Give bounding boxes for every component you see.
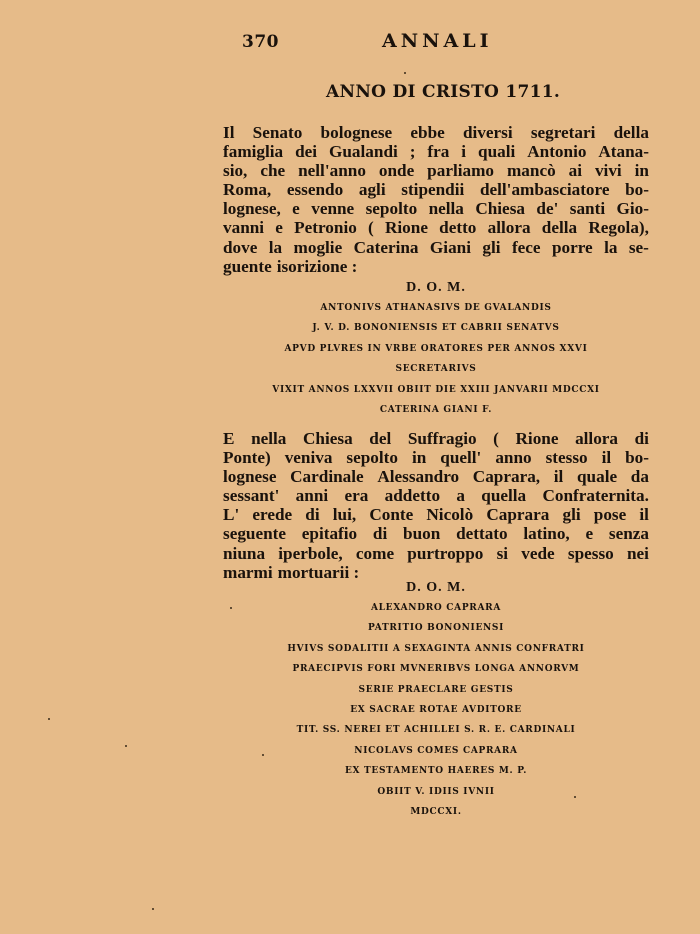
- word: essendo: [286, 180, 344, 200]
- word: stesso: [545, 448, 588, 468]
- word: Rione: [384, 218, 428, 238]
- inscription-line: EX SACRAE ROTAE AVDITORE: [350, 704, 522, 715]
- word: della: [613, 123, 649, 142]
- word: Antonio: [527, 142, 587, 162]
- word: e: [275, 218, 283, 238]
- word: se-: [628, 237, 649, 257]
- paragraph-line: [223, 142, 649, 161]
- word: fra: [427, 142, 450, 162]
- paragraph-line: [223, 544, 649, 563]
- paragraph-line: [223, 448, 649, 467]
- word: il: [601, 448, 612, 468]
- word: anno: [495, 448, 532, 468]
- paragraph-line: [223, 429, 649, 448]
- paragraph-gualandi: [223, 123, 649, 276]
- word: Caprara: [486, 505, 550, 525]
- inscription-line: VIXIT ANNOS LXXVII OBIIT DIE XXIII JANVARII MDCCXI: [272, 384, 600, 395]
- word: dei: [295, 142, 318, 162]
- word: (: [368, 218, 374, 238]
- word: Chiesa: [475, 199, 525, 219]
- word: nella: [251, 429, 287, 448]
- word: vanni: [223, 218, 265, 238]
- print-speck: [48, 718, 50, 720]
- word: della: [541, 218, 578, 238]
- word: lognese: [223, 467, 277, 487]
- word: venne: [311, 199, 355, 219]
- word: in: [411, 448, 427, 468]
- inscription-line: EX TESTAMENTO HAERES M. P.: [344, 766, 528, 777]
- word: sepolto: [365, 199, 418, 219]
- word: allora: [575, 429, 619, 448]
- paragraph-line: [223, 218, 649, 237]
- word: come: [355, 543, 395, 563]
- word: agli: [358, 180, 386, 200]
- word: mortuarii :: [277, 562, 360, 582]
- word: lui,: [332, 505, 357, 525]
- word: segretari: [530, 123, 596, 142]
- word: guente: [223, 256, 272, 276]
- word: Cardinale: [290, 467, 364, 487]
- print-speck: [152, 908, 154, 910]
- word: bo-: [625, 180, 649, 200]
- word: epitafio: [301, 524, 358, 544]
- word: nei: [626, 543, 649, 563]
- paragraph-line: [223, 486, 649, 505]
- word: vivi: [594, 161, 622, 181]
- word: E: [223, 429, 235, 448]
- word: Giani: [429, 237, 471, 257]
- running-head: [0, 30, 700, 54]
- word: (: [493, 429, 499, 448]
- word: niuna: [223, 543, 266, 563]
- paragraph-line: [223, 238, 649, 257]
- paragraph-line: [223, 524, 649, 543]
- word: Caterina: [353, 237, 419, 257]
- paragraph-caprara: [223, 429, 649, 582]
- print-speck: [262, 754, 264, 756]
- paragraph-line: [223, 123, 649, 142]
- inscription-gualandi: [223, 278, 649, 420]
- word: nella: [428, 199, 464, 219]
- word: Alessandro: [377, 467, 460, 487]
- word: Gualandi: [329, 142, 398, 162]
- word: la: [268, 237, 283, 257]
- word: pose: [593, 505, 627, 525]
- word: Roma,: [223, 180, 272, 200]
- word: quali: [478, 142, 516, 162]
- print-speck: [230, 607, 232, 609]
- word: del: [369, 429, 392, 448]
- word: stipendii: [401, 180, 465, 200]
- word: Rione: [515, 429, 559, 448]
- word: quella: [481, 486, 527, 506]
- word: erede: [252, 505, 293, 525]
- print-speck: [125, 745, 127, 747]
- word: Ponte): [223, 448, 271, 468]
- word: spesso: [567, 543, 614, 563]
- word: seguente: [223, 524, 287, 544]
- word: santi: [569, 199, 606, 219]
- word: iperbole,: [278, 543, 343, 563]
- word: bo-: [625, 448, 649, 468]
- word: allora: [487, 218, 531, 238]
- word: e: [292, 199, 300, 219]
- word: parliamo: [427, 161, 495, 181]
- word: detto: [439, 218, 477, 238]
- inscription-line: APVD PLVRES IN VRBE ORATORES PER ANNOS XXVI: [284, 343, 588, 354]
- word: Nicolò: [426, 505, 474, 525]
- word: che: [260, 161, 286, 181]
- inscription-caprara: [223, 578, 649, 822]
- word: Suffragio: [407, 429, 477, 448]
- inscription-line: PATRITIO BONONIENSI: [367, 623, 505, 634]
- word: isorizione :: [276, 256, 358, 276]
- word: ;: [409, 142, 416, 162]
- word: i: [461, 142, 467, 162]
- inscription-line: ALEXANDRO CAPRARA: [370, 603, 502, 613]
- word: addetto: [384, 486, 441, 506]
- inscription-line: SERIE PRAECLARE GESTIS: [358, 684, 514, 695]
- inscription-line: OBIIT V. IDIIS IVNII: [377, 786, 495, 797]
- word: dettato: [456, 524, 508, 544]
- inscription-line: CATERINA GIANI F.: [379, 404, 493, 415]
- paragraph-line: [223, 257, 649, 276]
- inscription-line: MDCCXI.: [410, 806, 462, 817]
- word: in: [634, 161, 649, 181]
- word: mancò: [506, 161, 556, 181]
- word: da: [630, 467, 649, 487]
- word: si: [496, 543, 509, 563]
- word: sepolto: [346, 448, 398, 468]
- word: di: [305, 505, 320, 525]
- word: Conte: [369, 505, 414, 525]
- word: gli: [562, 505, 581, 525]
- word: quale: [576, 467, 618, 487]
- inscription-line: SECRETARIVS: [395, 364, 477, 375]
- word: dove: [223, 237, 258, 257]
- inscription-line: PRAECIPVIS FORI MVNERIBVS LONGA ANNORVM: [292, 664, 580, 675]
- print-speck: [574, 796, 576, 798]
- word: porre: [551, 237, 593, 257]
- word: fece: [511, 237, 541, 257]
- paragraph-line: [223, 467, 649, 486]
- word: bolognese: [320, 123, 393, 142]
- word: ai: [568, 161, 582, 181]
- word: vede: [521, 543, 555, 563]
- word: il: [639, 505, 649, 525]
- word: sessant': [223, 486, 280, 506]
- page-number: 370: [242, 32, 279, 52]
- inscription-line: TIT. SS. NEREI ET ACHILLEI S. R. E. CARDINALI: [296, 725, 576, 736]
- word: Confraternita.: [542, 486, 649, 506]
- word: lognese,: [223, 199, 281, 219]
- word: Chiesa: [303, 429, 353, 448]
- word: era: [344, 486, 369, 506]
- word: Senato: [252, 123, 303, 142]
- paragraph-line: [223, 161, 649, 180]
- word: Atana-: [598, 142, 649, 162]
- paragraph-line: [223, 505, 649, 524]
- word: onde: [378, 161, 415, 181]
- paragraph-line: [223, 180, 649, 199]
- word: latino,: [523, 524, 570, 544]
- word: di: [634, 429, 649, 448]
- word: e: [585, 524, 594, 544]
- word: gli: [482, 237, 501, 257]
- inscription-heading: D. O. M.: [406, 580, 466, 595]
- word: diversi: [462, 123, 513, 142]
- word: purtroppo: [407, 543, 484, 563]
- word: buon: [403, 524, 441, 544]
- inscription-line: ANTONIVS ATHANASIVS DE GVALANDIS: [320, 303, 552, 313]
- word: moglie: [293, 237, 343, 257]
- word: Petronio: [294, 218, 357, 238]
- word: Gio-: [616, 199, 649, 219]
- word: la: [604, 237, 618, 257]
- word: L': [223, 505, 240, 525]
- word: a: [456, 486, 465, 506]
- word: dell'ambasciatore: [479, 180, 610, 200]
- word: de': [536, 199, 559, 219]
- year-heading: ANNO DI CRISTO 1711.: [326, 82, 561, 102]
- word: nell'anno: [298, 161, 366, 181]
- word: di: [372, 524, 388, 544]
- inscription-line: NICOLAVS COMES CAPRARA: [354, 745, 518, 756]
- word: sio,: [223, 161, 248, 181]
- word: ebbe: [410, 123, 445, 142]
- print-speck: [404, 72, 406, 74]
- paragraph-line: [223, 199, 649, 218]
- word: Caprara,: [472, 467, 541, 487]
- word: senza: [608, 524, 649, 544]
- inscription-line: J. V. D. BONONIENSIS ET CABRII SENATVS: [312, 323, 560, 334]
- word: famiglia: [223, 142, 284, 162]
- word: veniva: [284, 448, 333, 468]
- word: quell': [440, 448, 482, 468]
- word: Il: [223, 123, 235, 142]
- word: marmi: [223, 562, 273, 582]
- running-title: ANNALI: [382, 30, 493, 52]
- word: anni: [295, 486, 329, 506]
- word: il: [553, 467, 564, 487]
- word: Regola),: [588, 218, 649, 238]
- inscription-line: HVIVS SODALITII A SEXAGINTA ANNIS CONFRATRI: [287, 643, 585, 654]
- inscription-heading: D. O. M.: [406, 280, 466, 295]
